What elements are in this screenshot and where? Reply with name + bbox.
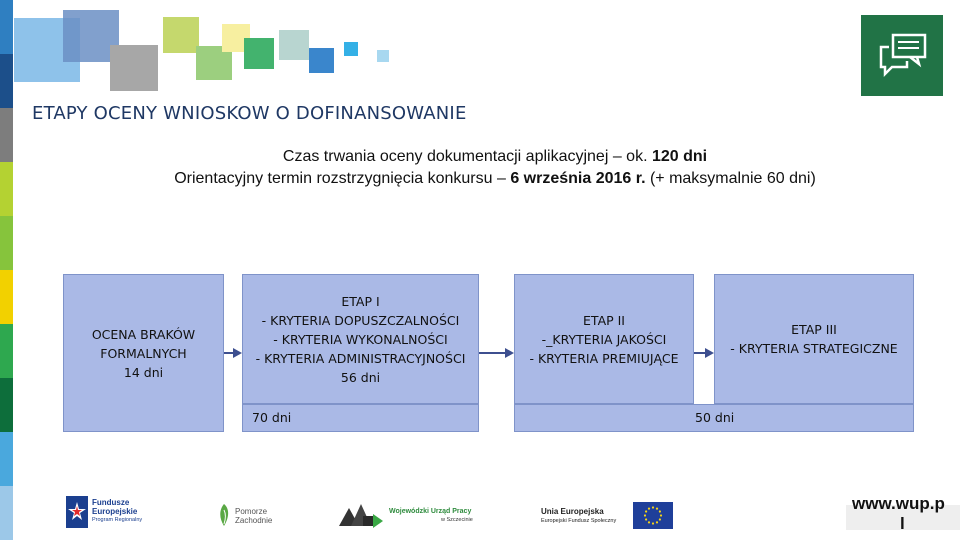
fe-line2: Europejskie	[92, 507, 138, 516]
speech-tile	[861, 15, 943, 96]
flow-arrow	[479, 352, 512, 354]
wup-line2: w Szczecinie	[441, 517, 473, 523]
stage-line: - KRYTERIA STRATEGICZNE	[730, 341, 898, 356]
duration-label-left: 70 dni	[252, 410, 292, 425]
pomorze-line1: Pomorze	[235, 507, 268, 516]
deco-square	[344, 42, 358, 56]
stage-line: ETAP II	[583, 312, 625, 328]
side-bar-segment	[0, 432, 13, 486]
logo-unia-europejska	[541, 502, 676, 530]
flow-arrow	[694, 352, 712, 354]
logo-pomorze-zachodnie	[215, 500, 280, 530]
subtitle-line-1-text: Czas trwania oceny dokumentacji aplikacyjnej – ok.	[282, 148, 652, 165]
website-line1[interactable]: www.wup.p	[852, 494, 945, 513]
duration-strip-left	[242, 404, 479, 432]
logo-wup	[337, 500, 482, 530]
pomorze-leaf-icon	[215, 502, 233, 528]
subtitle-line-2-tail: (+ maksymalnie 60 dni)	[645, 170, 816, 187]
stage-line: - KRYTERIA PREMIUJĄCE	[529, 350, 679, 366]
stage-line: ETAP I	[341, 293, 380, 309]
deco-square	[244, 38, 274, 69]
subtitle-line-2	[0, 170, 960, 188]
stage-box-etap-3	[714, 274, 914, 404]
side-bar-segment	[0, 486, 13, 540]
flow-arrow	[224, 352, 240, 354]
deco-square	[279, 30, 309, 60]
stage-line: - KRYTERIA ADMINISTRACYJNOŚCI	[255, 350, 466, 366]
stage-box-etap-1	[242, 274, 479, 404]
stage-line: - KRYTERIA DOPUSZCZALNOŚCI	[261, 312, 460, 328]
side-bar-segment	[0, 216, 13, 270]
side-bar-segment	[0, 270, 13, 324]
stage-line: FORMALNYCH	[100, 345, 187, 361]
logo-fundusze-europejskie	[66, 494, 158, 530]
stage-line: OCENA BRAKÓW	[91, 326, 196, 342]
fe-line1: Fundusze	[92, 498, 130, 507]
ue-line2: Europejski Fundusz Społeczny	[541, 518, 617, 524]
subtitle-line-1-bold: 120 dni	[651, 148, 708, 165]
subtitle-line-1	[0, 148, 960, 166]
stage-box-etap-2	[514, 274, 694, 404]
stage-line: 14 dni	[123, 364, 164, 380]
fe-line3: Program Regionalny	[92, 517, 143, 523]
stage-line: ETAP III	[791, 322, 837, 337]
pomorze-line2: Zachodnie	[235, 516, 273, 525]
duration-label-right: 50 dni	[695, 410, 735, 425]
subtitle-line-2-text: Orientacyjny termin rozstrzygnięcia konkursu –	[174, 170, 511, 187]
stage-line: - KRYTERIA WYKONALNOŚCI	[273, 331, 448, 347]
wup-line1: Wojewódzki Urząd Pracy	[389, 508, 472, 515]
eu-flag-icon	[633, 502, 673, 529]
duration-strip-right	[514, 404, 914, 432]
deco-square	[309, 48, 334, 73]
deco-square	[377, 50, 389, 62]
deco-square	[110, 45, 158, 91]
side-bar-segment	[0, 0, 13, 54]
wup-shapes-icon	[337, 500, 385, 530]
page-title: ETAPY OCENY WNIOSKOW O DOFINANSOWANIE	[32, 103, 467, 124]
speech-bubbles-icon	[875, 29, 931, 85]
stage-line: 56 dni	[340, 369, 381, 385]
deco-square	[163, 17, 199, 53]
side-bar-segment	[0, 324, 13, 378]
side-bar-segment	[0, 378, 13, 432]
ue-line1: Unia Europejska	[541, 507, 604, 516]
side-bar-segment	[0, 54, 13, 108]
stage-box-formal	[63, 274, 224, 432]
website-line2: l	[900, 514, 905, 533]
fe-star-icon	[66, 496, 88, 528]
subtitle-line-2-bold: 6 września 2016 r.	[510, 170, 646, 187]
stage-line: -_KRYTERIA JAKOŚCI	[541, 331, 667, 347]
